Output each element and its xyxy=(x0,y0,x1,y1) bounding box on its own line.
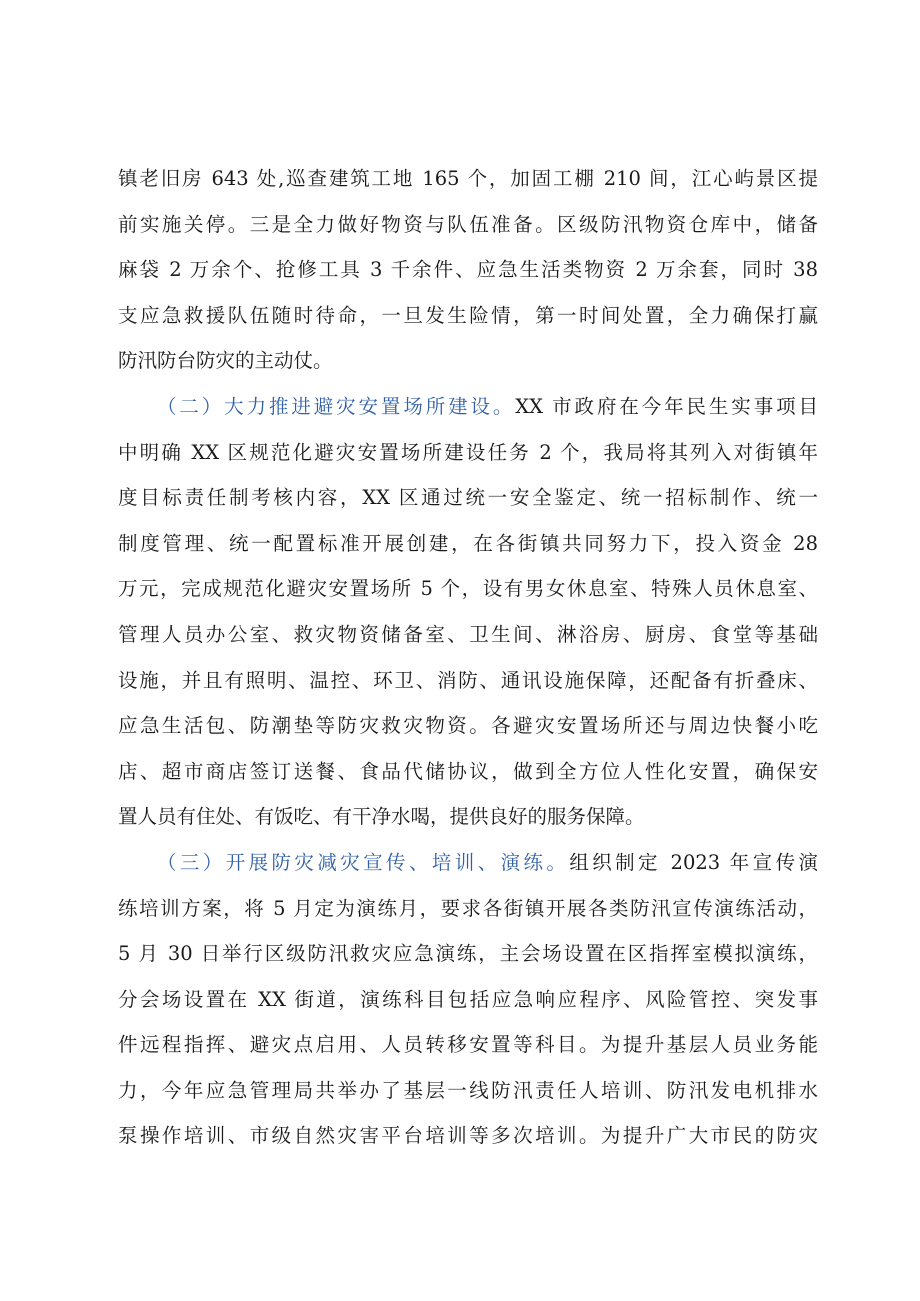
section-heading-2: （二）大力推进避灾安置场所建设。 xyxy=(157,394,516,418)
text-line: 支应急救援队伍随时待命，一旦发生险情，第一时间处置，全力确保打赢 xyxy=(118,303,818,327)
text-line: 练培训方案，将 5 月定为演练月，要求各街镇开展各类防汛宣传演练活动， xyxy=(118,896,818,920)
text-line: 镇老旧房 643 处,巡查建筑工地 165 个，加固工棚 210 间，江心屿景区提 xyxy=(118,167,818,190)
text-line: 中明确 XX 区规范化避灾安置场所建设任务 2 个，我局将其列入对街镇年 xyxy=(118,440,818,464)
text-line: 件远程指挥、避灾点启用、人员转移安置等科目。为提升基层人员业务能 xyxy=(118,1033,818,1057)
paragraph-2 xyxy=(118,384,818,840)
paragraph-3 xyxy=(118,840,818,1159)
document-body xyxy=(118,156,818,1159)
text-line: 泵操作培训、市级自然灾害平台培训等多次培训。为提升广大市民的防灾 xyxy=(118,1124,818,1148)
text-line: 设施，并且有照明、温控、环卫、消防、通讯设施保障，还配备有折叠床、 xyxy=(118,668,818,692)
text-line: 店、超市商店签订送餐、食品代储协议，做到全方位人性化安置，确保安 xyxy=(118,759,818,783)
section-heading-3: （三）开展防灾减灾宣传、培训、演练。 xyxy=(157,850,570,874)
text-line: 前实施关停。三是全力做好物资与队伍准备。区级防汛物资仓库中，储备 xyxy=(118,212,818,236)
text-line: 制度管理、统一配置标准开展创建，在各街镇共同努力下，投入资金 28 xyxy=(118,531,818,555)
paragraph-1 xyxy=(118,156,818,384)
text-line xyxy=(118,384,818,430)
text-line: 力，今年应急管理局共举办了基层一线防汛责任人培训、防汛发电机排水 xyxy=(118,1078,818,1102)
text-line: 麻袋 2 万余个、抢修工具 3 千余件、应急生活类物资 2 万余套，同时 38 xyxy=(118,258,818,282)
text-line: 5 月 30 日举行区级防汛救灾应急演练，主会场设置在区指挥室模拟演练， xyxy=(118,942,818,966)
text-line: 置人员有住处、有饭吃、有干净水喝，提供良好的服务保障。 xyxy=(118,805,645,829)
text-line: 应急生活包、防潮垫等防灾救灾物资。各避灾安置场所还与周边快餐小吃 xyxy=(118,714,818,738)
text-line: 管理人员办公室、救灾物资储备室、卫生间、淋浴房、厨房、食堂等基础 xyxy=(118,622,818,646)
text-line: 万元，完成规范化避灾安置场所 5 个，设有男女休息室、特殊人员休息室、 xyxy=(118,577,818,601)
text-run: 组织制定 2023 年宣传演 xyxy=(569,850,818,874)
text-run: XX 市政府在今年民生实事项目 xyxy=(515,394,818,418)
text-line: 分会场设置在 XX 街道，演练科目包括应急响应程序、风险管控、突发事 xyxy=(118,987,818,1011)
text-line: 度目标责任制考核内容，XX 区通过统一安全鉴定、统一招标制作、统一 xyxy=(118,486,818,510)
text-line: 防汛防台防灾的主动仗。 xyxy=(118,349,333,373)
text-line xyxy=(118,840,818,886)
